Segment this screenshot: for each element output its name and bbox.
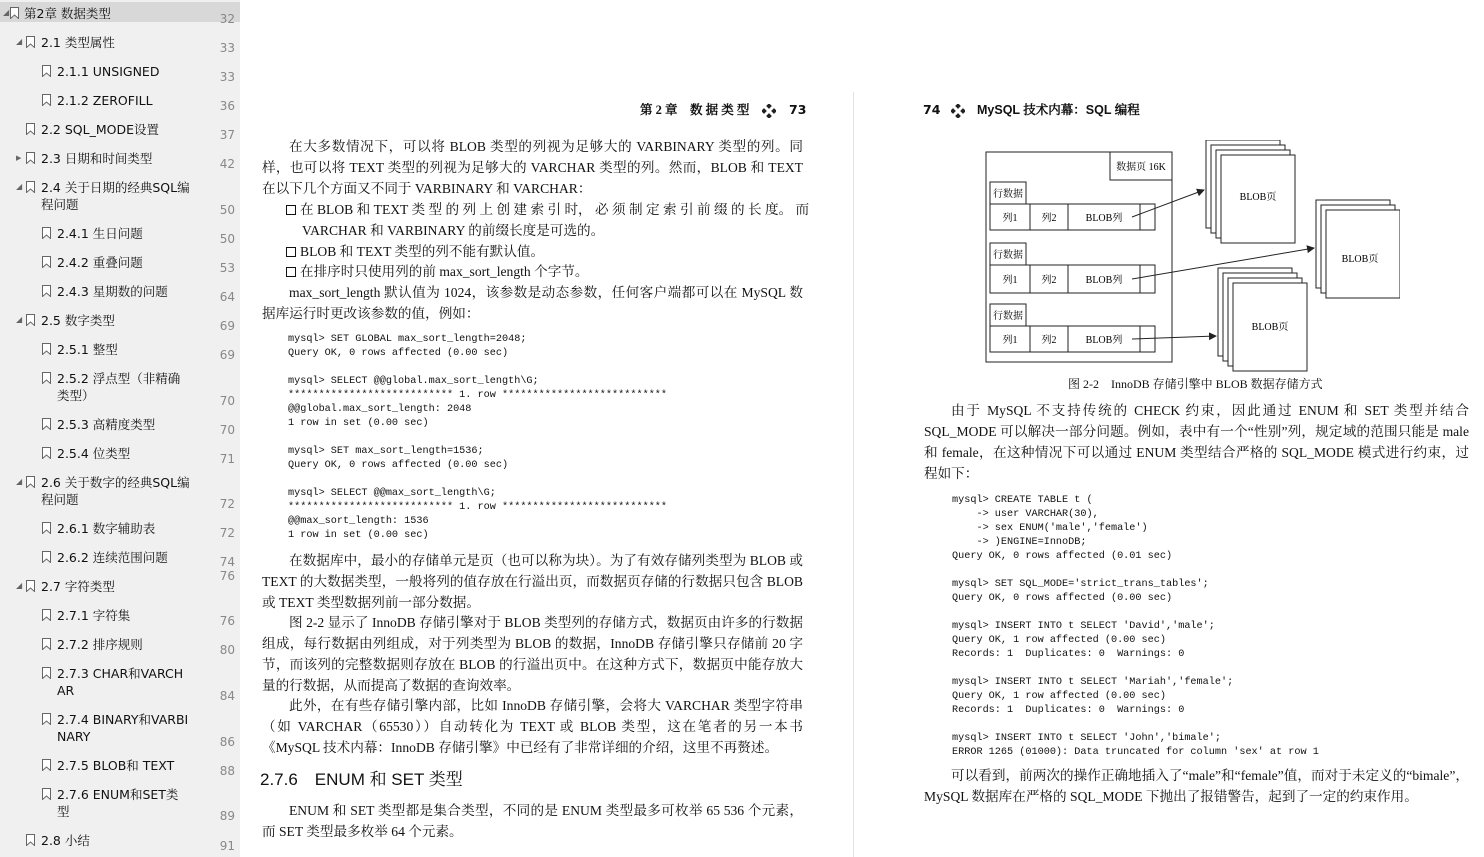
bookmark-page-number: 50 xyxy=(219,232,235,246)
bookmark-icon xyxy=(26,580,35,592)
bookmark-icon xyxy=(42,713,51,725)
code-block: mysql> SET GLOBAL max_sort_length=2048; Query OK, 0 rows affected (0.00 sec) mysql> SELECT @@global.max_sort_length\G; *************************** 1. row *************************** @@global.max_sort_length: 2048 1 row in set (0.00 sec) mysql> SET max_sort_length=1536; Query OK, 0 rows affected (0.00 sec) mysql> SELECT @@max_sort_length\G; *************************** 1. row *************************** @@max_sort_length: 1536 1 row in set (0.00 sec) xyxy=(288,334,668,541)
bookmark-icon xyxy=(42,256,51,268)
bookmark-icon xyxy=(26,181,35,193)
bookmark-icon xyxy=(42,667,51,679)
bookmark-icon xyxy=(42,65,51,77)
expand-collapse-icon[interactable]: ◢ xyxy=(16,37,23,46)
bookmark-icon xyxy=(42,227,51,239)
blob-storage-figure xyxy=(980,140,1400,372)
bookmark-icon xyxy=(42,372,51,384)
bookmark-label: 2.7.2 排序规则 xyxy=(57,637,143,652)
expand-collapse-icon[interactable]: ◢ xyxy=(3,8,10,17)
bookmark-label: 2.6.1 数字辅助表 xyxy=(57,521,156,536)
bookmark-label: 第2章 数据类型 xyxy=(24,6,111,21)
bookmark-label: 2.7.1 字符集 xyxy=(57,608,131,623)
data-page-label: 数据页 16K xyxy=(1116,162,1166,173)
bookmark-icon xyxy=(42,788,51,800)
bookmark-icon xyxy=(26,314,35,326)
bookmark-icon xyxy=(26,476,35,488)
bookmark-label: 2.7 字符类型 xyxy=(41,579,115,594)
bookmark-label: 2.7.4 BINARY和VARBI NARY xyxy=(57,712,189,744)
bookmark-label: 2.7.5 BLOB和 TEXT xyxy=(57,758,175,773)
expand-icon[interactable]: ▶ xyxy=(16,154,22,162)
bookmark-label: 2.5.2 浮点型（非精确 类型） xyxy=(57,371,181,403)
bookmark-icon xyxy=(26,152,35,164)
paragraph: 图 2-2 显示了 InnoDB 存储引擎对于 BLOB 类型列的存储方式，数据页由许多的行数据组成，每行数据由列组成，对于列类型为 BLOB 的数据，InnoDB 存储引擎只存储前 20 字节，而该列的完整数据则存放在 BLOB 的行溢出页中。在这种方式下，数据页中能存放大量的行数据，从而提高了数据的查询效率。 xyxy=(262,615,803,693)
bookmark-label: 2.4.1 生日问题 xyxy=(57,226,143,241)
bookmark-icon xyxy=(42,522,51,534)
bookmark-page-number: 80 xyxy=(219,643,235,657)
bookmark-icon xyxy=(42,343,51,355)
svg-text:列2: 列2 xyxy=(1041,275,1057,286)
bookmark-label: 2.5.3 高精度类型 xyxy=(57,417,156,432)
svg-text:BLOB列: BLOB列 xyxy=(1085,213,1123,224)
bookmark-page-number: 33 xyxy=(219,41,235,55)
bullet-item: 在 BLOB 和 TEXT 类 型 的 列 上 创 建 索 引 时， 必 须 制 定 索 引 前 缀 的 长 度。 而 xyxy=(286,199,803,220)
paragraph: 由于 MySQL 不支持传统的 CHECK 约束，因此通过 ENUM 和 SET 类型并结合 SQL_MODE 可以解决一部分问题。例如，表中有一个“性别”列，规定域的范围只能是 male 和 female，在这种情况下可以通过 ENUM 类型结合严格的 SQL_MODE 模式进行约束，过程如下： xyxy=(924,403,1469,481)
expand-collapse-icon[interactable]: ◢ xyxy=(16,315,23,324)
bookmark-icon xyxy=(42,285,51,297)
bookmark-page-number: 91 xyxy=(219,839,235,853)
bookmark-icon xyxy=(26,123,35,135)
bookmark-page-number: 84 xyxy=(219,689,235,703)
svg-text:BLOB页: BLOB页 xyxy=(1239,192,1277,203)
bookmark-label: 2.6.2 连续范围问题 xyxy=(57,550,168,565)
bookmark-label: 2.5.4 位类型 xyxy=(57,446,131,461)
bookmark-label: 2.1.1 UNSIGNED xyxy=(57,64,160,79)
paragraph: 在数据库中，最小的存储单元是页（也可以称为块）。为了有效存储列类型为 BLOB 或 TEXT 的大数据类型，一般将列的值存放在行溢出页，而数据页存储的行数据只包含 BLOB 或 TEXT 类型数据列前一部分数据。 xyxy=(262,553,803,610)
paragraph: 此外，在有些存储引擎内部，比如 InnoDB 存储引擎，会将大 VARCHAR 类型字符串（如 VARCHAR（65530））自动转化为 TEXT 或 BLOB 类型，这在笔者的另一本书《MySQL 技术内幕：InnoDB 存储引擎》中已经有了非常详细的介绍，这里不再赘述。 xyxy=(262,698,803,755)
svg-text:列2: 列2 xyxy=(1041,335,1057,346)
bookmark-page-number: 36 xyxy=(219,99,235,113)
paragraph: 可以看到，前两次的操作正确地插入了“male”和“female”值，而对于未定义的“bimale”，MySQL 数据库在严格的 SQL_MODE 下抛出了报错警告，起到了一定的约束作用。 xyxy=(924,768,1469,804)
blob-page-stack-1 xyxy=(1206,140,1295,243)
bookmark-page-number: 69 xyxy=(219,319,235,333)
checkbox-bullet-icon xyxy=(286,247,296,257)
expand-collapse-icon[interactable]: ◢ xyxy=(16,581,23,590)
bookmark-label: 2.1.2 ZEROFILL xyxy=(57,93,153,108)
paragraph: 在大多数情况下，可以将 BLOB 类型的列视为足够大的 VARBINARY 类型的列。同样，也可以将 TEXT 类型的列视为足够大的 VARCHAR 类型的列。然而，BLOB 和 TEXT 在以下几个方面又不同于 VARBINARY 和 VARCHAR： xyxy=(262,139,803,196)
bookmark-label: 2.6 关于数字的经典SQL编 程问题 xyxy=(41,475,190,507)
bookmark-page-number: 53 xyxy=(219,261,235,275)
page-divider xyxy=(853,92,854,857)
bullet-item: BLOB 和 TEXT 类型的列不能有默认值。 xyxy=(286,241,544,262)
header-ornament-icon xyxy=(762,103,776,117)
bookmark-icon xyxy=(42,609,51,621)
paragraph: max_sort_length 默认值为 1024，该参数是动态参数，任何客户端都可以在 MySQL 数据库运行时更改该参数的值，例如： xyxy=(262,285,803,321)
blob-page-stack-3 xyxy=(1218,268,1307,371)
bookmark-label: 2.4.2 重叠问题 xyxy=(57,255,143,270)
bookmark-page-number: 32 xyxy=(219,12,235,26)
document-view[interactable] xyxy=(240,0,1484,857)
bookmark-icon xyxy=(26,834,35,846)
bookmark-icon xyxy=(42,447,51,459)
svg-text:BLOB列: BLOB列 xyxy=(1085,335,1123,346)
bookmark-icon xyxy=(26,36,35,48)
bookmark-page-number: 86 xyxy=(219,735,235,749)
bookmark-page-number: 72 xyxy=(219,497,235,511)
bookmark-page-number: 74 xyxy=(219,555,235,569)
svg-text:行数据: 行数据 xyxy=(993,189,1023,200)
code-block: mysql> CREATE TABLE t ( -> user VARCHAR(30), -> sex ENUM('male','female') -> )ENGINE=InnoDB; Query OK, 0 rows affected (0.01 sec) mysql> SET SQL_MODE='strict_trans_tables'; Query OK, 0 rows affected (0.00 sec) mysql> INSERT INTO t SELECT 'David','male'; Query OK, 1 row affected (0.00 sec) Records: 1 Duplicates: 0 Warnings: 0 mysql> INSERT INTO t SELECT 'Mariah','female'; Query OK, 1 row affected (0.00 sec) Records: 1 Duplicates: 0 Warnings: 0 mysql> INSERT INTO t SELECT 'John','bimale'; ERROR 1265 (01000): Data truncated for column 'sex' at row 1 xyxy=(952,495,1319,758)
bookmark-page-number: 33 xyxy=(219,70,235,84)
bookmark-icon xyxy=(42,759,51,771)
checkbox-bullet-icon xyxy=(286,205,296,215)
bookmark-icon xyxy=(42,638,51,650)
bookmark-label: 2.3 日期和时间类型 xyxy=(41,151,153,166)
bookmark-page-number: 70 xyxy=(219,394,235,408)
blob-page-stack-2 xyxy=(1316,200,1400,298)
bookmark-page-number: 50 xyxy=(219,203,235,217)
bookmark-icon xyxy=(42,94,51,106)
bookmark-page-number: 72 xyxy=(219,526,235,540)
bookmark-icon xyxy=(10,7,19,19)
left-page-header-chapter: 第 2 章 数 据 类 型 xyxy=(640,103,750,117)
bookmark-label: 2.4 关于日期的经典SQL编 程问题 xyxy=(41,180,190,212)
left-page-number: 73 xyxy=(789,102,807,117)
bookmark-label: 2.4.3 星期数的问题 xyxy=(57,284,168,299)
svg-text:列2: 列2 xyxy=(1041,213,1057,224)
svg-text:BLOB页: BLOB页 xyxy=(1251,322,1289,333)
bookmark-label: 2.7.6 ENUM和SET类 型 xyxy=(57,787,179,819)
bookmark-label: 2.1 类型属性 xyxy=(41,35,115,50)
expand-collapse-icon[interactable]: ◢ xyxy=(16,182,23,191)
bookmark-page-number: 70 xyxy=(219,423,235,437)
bookmark-page-number: 69 xyxy=(219,348,235,362)
bullet-item: 在排序时只使用列的前 max_sort_length 个字节。 xyxy=(286,261,588,282)
svg-text:BLOB页: BLOB页 xyxy=(1341,254,1379,265)
bookmark-label: 2.5 数字类型 xyxy=(41,313,115,328)
bullet-item-cont: VARCHAR 和 VARBINARY 的前缀长度是可选的。 xyxy=(302,223,605,238)
bookmark-page-number: 71 xyxy=(219,452,235,466)
bookmark-page-number: 42 xyxy=(219,157,235,171)
svg-text:行数据: 行数据 xyxy=(993,250,1023,261)
bookmark-page-number: 64 xyxy=(219,290,235,304)
bookmark-label: 2.2 SQL_MODE设置 xyxy=(41,122,159,137)
figure-caption: 图 2-2 InnoDB 存储引擎中 BLOB 数据存储方式 xyxy=(1068,377,1323,391)
bookmark-label: 2.7.3 CHAR和VARCH AR xyxy=(57,666,184,698)
bookmark-page-number: 89 xyxy=(219,809,235,823)
right-page-header-title: MySQL 技术内幕：SQL 编程 xyxy=(977,103,1140,117)
bookmark-icon xyxy=(42,418,51,430)
bookmark-page-number: 37 xyxy=(219,128,235,142)
svg-text:列1: 列1 xyxy=(1002,275,1018,286)
bookmark-page-number: 88 xyxy=(219,764,235,778)
paragraph: ENUM 和 SET 类型都是集合类型，不同的是 ENUM 类型最多可枚举 65 536 个元素，而 SET 类型最多枚举 64 个元素。 xyxy=(262,803,803,839)
header-ornament-icon xyxy=(951,103,965,117)
expand-collapse-icon[interactable]: ◢ xyxy=(16,477,23,486)
bookmark-page-number: 76 xyxy=(219,569,235,583)
svg-text:行数据: 行数据 xyxy=(993,311,1023,322)
right-page-number: 74 xyxy=(923,102,941,117)
svg-text:列1: 列1 xyxy=(1002,213,1018,224)
bookmark-label: 2.5.1 整型 xyxy=(57,342,118,357)
svg-text:列1: 列1 xyxy=(1002,335,1018,346)
bookmark-sidebar[interactable] xyxy=(0,0,240,857)
bookmark-label: 2.8 小结 xyxy=(41,833,90,848)
svg-text:BLOB列: BLOB列 xyxy=(1085,275,1123,286)
bookmark-icon xyxy=(42,551,51,563)
section-heading: 2.7.6 ENUM 和 SET 类型 xyxy=(260,770,463,789)
bookmark-page-number: 76 xyxy=(219,614,235,628)
checkbox-bullet-icon xyxy=(286,267,296,277)
